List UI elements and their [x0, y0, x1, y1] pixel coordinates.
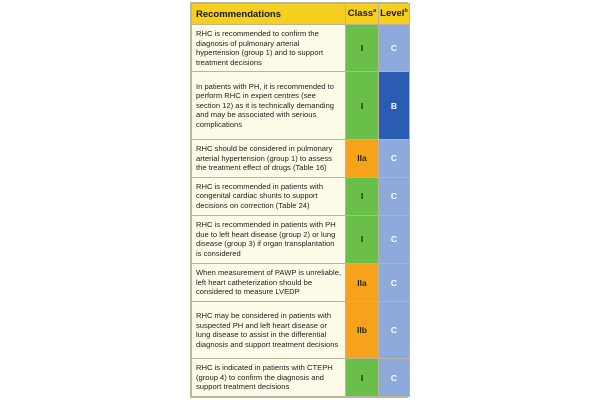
class-cell: I	[346, 215, 379, 263]
class-cell: I	[346, 359, 379, 397]
class-cell: I	[346, 177, 379, 215]
class-cell: I	[346, 25, 379, 72]
recommendation-text: When measurement of PAWP is unreliable, left heart catheterization should be considered to measure LVEDP	[192, 264, 346, 302]
level-cell: C	[379, 264, 410, 302]
header-recommendations: Recommendations	[192, 4, 346, 25]
class-cell: IIa	[346, 139, 379, 177]
level-cell: C	[379, 215, 410, 263]
recommendation-text: In patients with PH, it is recommended to perform RHC in expert centres (see section 12) as it is technically demanding and may be associated with serious complications	[192, 72, 346, 139]
table-row	[192, 215, 410, 263]
header-level-footnote: b	[404, 8, 408, 15]
recommendation-text: RHC is indicated in patients with CTEPH (group 4) to confirm the diagnosis and support treatment decisions	[192, 359, 346, 397]
header-level	[379, 4, 410, 25]
header-class	[346, 4, 379, 25]
recommendation-text: RHC is recommended to confirm the diagnosis of pulmonary arterial hypertension (group 1) and to support treatment decisions	[192, 25, 346, 72]
recommendation-text: RHC may be considered in patients with suspected PH and left heart disease or lung disease to assist in the differential diagnosis and support treatment decisions	[192, 302, 346, 359]
class-cell: IIa	[346, 264, 379, 302]
level-cell: C	[379, 359, 410, 397]
header-level-label: Level	[380, 8, 405, 20]
table-row	[192, 25, 410, 72]
level-cell: C	[379, 177, 410, 215]
level-cell: C	[379, 25, 410, 72]
table-row	[192, 302, 410, 359]
recommendations-table	[190, 2, 408, 398]
level-cell: C	[379, 139, 410, 177]
recommendation-text: RHC is recommended in patients with PH due to left heart disease (group 2) or lung disease (group 3) if organ transplantation is considered	[192, 215, 346, 263]
recommendation-text: RHC is recommended in patients with congenital cardiac shunts to support decisions on correction (Table 24)	[192, 177, 346, 215]
class-cell: IIb	[346, 302, 379, 359]
table-row	[192, 177, 410, 215]
level-cell: C	[379, 302, 410, 359]
table-row	[192, 359, 410, 397]
recommendation-text: RHC should be considered in pulmonary arterial hypertension (group 1) to assess the treatment effect of drugs (Table 16)	[192, 139, 346, 177]
class-cell: I	[346, 72, 379, 139]
level-cell: B	[379, 72, 410, 139]
table-row	[192, 139, 410, 177]
table-row	[192, 72, 410, 139]
table-row	[192, 264, 410, 302]
header-class-footnote: a	[373, 8, 377, 15]
header-class-label: Class	[347, 8, 374, 20]
table-header-row	[192, 4, 410, 25]
